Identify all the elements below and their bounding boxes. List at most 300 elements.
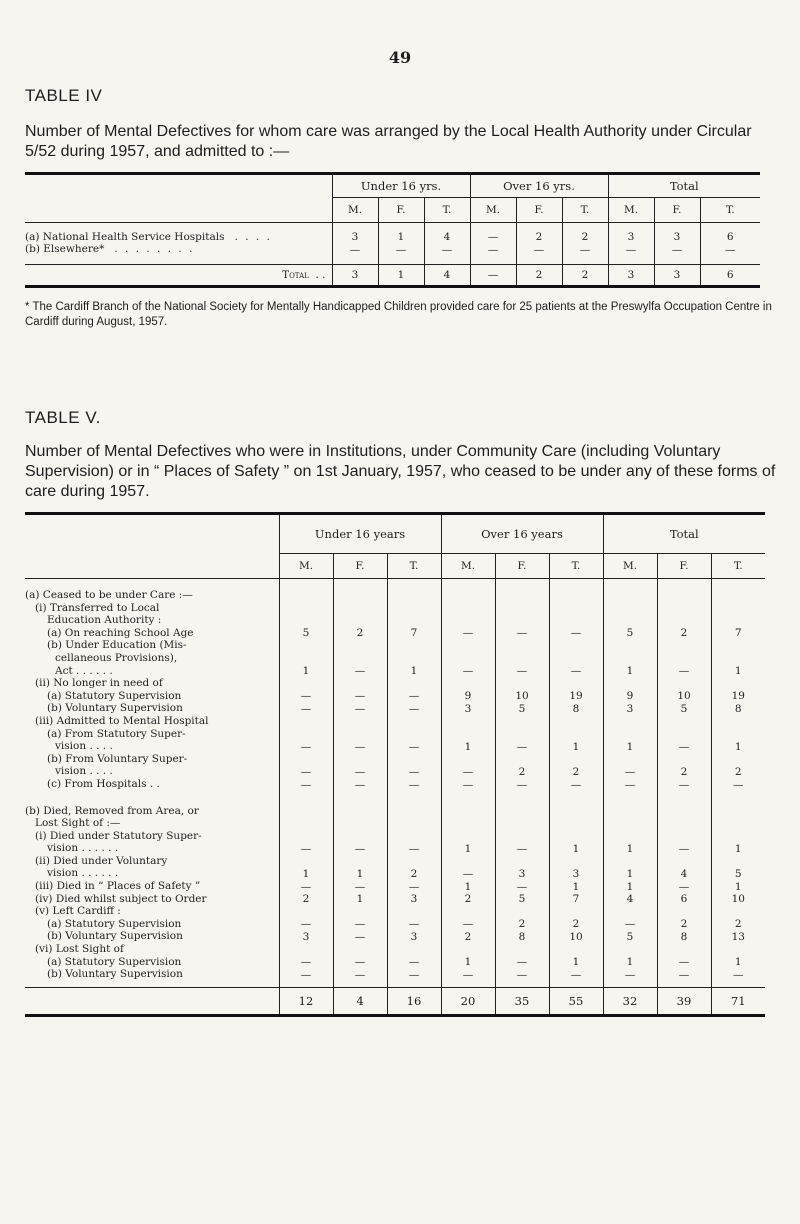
table-iv-description: Number of Mental Defectives for whom care was arranged by the Local Health Authority under Circular 5/52 during 1957, and admitted to :— bbox=[25, 123, 752, 160]
table-cell: — bbox=[279, 842, 333, 855]
table-cell: — bbox=[387, 956, 441, 969]
table-cell: 19 bbox=[711, 690, 765, 703]
table-cell bbox=[711, 639, 765, 652]
table-cell: 13 bbox=[711, 930, 765, 943]
row-label bbox=[25, 223, 332, 244]
table-row bbox=[25, 652, 765, 665]
table-cell: — bbox=[333, 665, 387, 678]
table-cell: 3 bbox=[441, 702, 495, 715]
table-row bbox=[25, 817, 765, 830]
total-cell: 35 bbox=[495, 987, 549, 1015]
row-label: (iii) Died in “ Places of Safety ” bbox=[35, 880, 201, 893]
table-cell bbox=[441, 639, 495, 652]
table-cell: 2 bbox=[657, 765, 711, 778]
table-cell bbox=[441, 855, 495, 868]
row-label: (a) From Statutory Super- bbox=[47, 727, 186, 740]
table-cell bbox=[441, 791, 495, 805]
row-label bbox=[25, 243, 332, 256]
table-cell: — bbox=[441, 627, 495, 640]
table-cell bbox=[603, 579, 657, 602]
table-cell: 2 bbox=[387, 867, 441, 880]
table-cell bbox=[441, 753, 495, 766]
table-cell: 1 bbox=[603, 880, 657, 893]
table-cell: 2 bbox=[657, 627, 711, 640]
column-header: F. bbox=[654, 198, 700, 223]
table-cell bbox=[279, 602, 333, 615]
total-cell: 3 bbox=[654, 265, 700, 287]
group-header: Total bbox=[603, 514, 765, 554]
row-label: (iv) Died whilst subject to Order bbox=[35, 892, 207, 905]
table-cell bbox=[711, 614, 765, 627]
row-label bbox=[25, 791, 279, 805]
column-header: M. bbox=[603, 554, 657, 579]
table-cell: — bbox=[333, 930, 387, 943]
table-cell: — bbox=[424, 243, 470, 256]
row-label: (a) Statutory Supervision bbox=[47, 955, 182, 968]
table-cell bbox=[549, 830, 603, 843]
table-cell bbox=[657, 943, 711, 956]
table-cell bbox=[279, 943, 333, 956]
table-cell: 1 bbox=[378, 223, 424, 244]
table-row bbox=[25, 690, 765, 703]
table-cell: — bbox=[603, 918, 657, 931]
table-cell: 1 bbox=[333, 867, 387, 880]
table-cell bbox=[333, 855, 387, 868]
table-cell bbox=[657, 639, 711, 652]
table-row bbox=[25, 765, 765, 778]
total-cell: — bbox=[470, 265, 516, 287]
table-cell bbox=[657, 805, 711, 818]
table-cell bbox=[549, 728, 603, 741]
column-header: F. bbox=[516, 198, 562, 223]
table-cell bbox=[495, 791, 549, 805]
table-cell bbox=[387, 639, 441, 652]
table-cell bbox=[657, 753, 711, 766]
row-label-text: (b) Elsewhere* bbox=[25, 243, 105, 255]
table-cell: 5 bbox=[711, 867, 765, 880]
table-cell: 9 bbox=[603, 690, 657, 703]
row-label: (b) Died, Removed from Area, or bbox=[25, 804, 199, 817]
table-cell bbox=[279, 579, 333, 602]
table-row bbox=[25, 968, 765, 981]
table-cell bbox=[603, 830, 657, 843]
table-cell bbox=[441, 817, 495, 830]
table-cell: 2 bbox=[562, 223, 608, 244]
table-cell: — bbox=[711, 778, 765, 791]
table-cell: 1 bbox=[549, 842, 603, 855]
column-header: F. bbox=[378, 198, 424, 223]
table-cell bbox=[387, 943, 441, 956]
table-cell: 1 bbox=[279, 665, 333, 678]
group-header: Total bbox=[608, 174, 760, 198]
table-cell: — bbox=[279, 690, 333, 703]
table-cell bbox=[387, 677, 441, 690]
table-cell: — bbox=[470, 223, 516, 244]
table-cell: — bbox=[387, 918, 441, 931]
row-label: Lost Sight of :— bbox=[35, 817, 121, 830]
table-cell bbox=[495, 579, 549, 602]
table-cell: — bbox=[495, 778, 549, 791]
table-row bbox=[25, 702, 765, 715]
table-cell bbox=[387, 905, 441, 918]
table-row bbox=[25, 740, 765, 753]
table-cell: — bbox=[387, 690, 441, 703]
table-cell: 4 bbox=[657, 867, 711, 880]
table-cell: — bbox=[333, 740, 387, 753]
table-cell: — bbox=[549, 778, 603, 791]
table-cell bbox=[657, 652, 711, 665]
table-cell bbox=[441, 677, 495, 690]
row-label: vision . . . . . . bbox=[47, 842, 119, 855]
row-label: (b) Voluntary Supervision bbox=[47, 930, 183, 943]
table-cell bbox=[657, 830, 711, 843]
table-cell: 3 bbox=[495, 867, 549, 880]
table-cell bbox=[549, 639, 603, 652]
table-v bbox=[25, 512, 765, 1017]
table-cell bbox=[441, 614, 495, 627]
table-cell: 19 bbox=[549, 690, 603, 703]
table-cell: — bbox=[333, 702, 387, 715]
table-cell bbox=[603, 652, 657, 665]
table-cell bbox=[441, 905, 495, 918]
table-cell bbox=[495, 715, 549, 728]
table-cell bbox=[333, 602, 387, 615]
table-iv-group-header bbox=[25, 174, 760, 198]
table-cell bbox=[657, 791, 711, 805]
total-cell: 6 bbox=[700, 265, 760, 287]
table-cell: — bbox=[333, 956, 387, 969]
row-label-text: (a) National Health Service Hospitals bbox=[25, 231, 225, 243]
table-cell: — bbox=[441, 968, 495, 981]
column-header: F. bbox=[657, 554, 711, 579]
table-row bbox=[25, 639, 765, 652]
table-row bbox=[25, 893, 765, 906]
table-cell: — bbox=[657, 740, 711, 753]
table-iv-footnote: * The Cardiff Branch of the National Society for Mentally Handicapped Children provided care for 25 patients at the Preswylfa Occupation Centre in Cardiff during August, 1957. bbox=[25, 301, 772, 328]
leader-dots: . . . . . . . . bbox=[114, 243, 195, 255]
table-row bbox=[25, 223, 760, 244]
table-cell: — bbox=[279, 765, 333, 778]
table-cell: 10 bbox=[657, 690, 711, 703]
table-cell: 2 bbox=[495, 765, 549, 778]
table-cell bbox=[657, 817, 711, 830]
table-v-description: Number of Mental Defectives who were in Institutions, under Community Care (including Voluntary Supervision) or in “ Places of Safety ” on 1st January, 1957, who ceased to be under any of these forms of care during 1957. bbox=[25, 443, 776, 500]
table-cell bbox=[387, 855, 441, 868]
column-header: T. bbox=[562, 198, 608, 223]
row-label: (a) Ceased to be under Care :— bbox=[25, 589, 193, 601]
table-cell bbox=[495, 817, 549, 830]
table-cell: 2 bbox=[441, 893, 495, 906]
table-row bbox=[25, 728, 765, 741]
table-cell: — bbox=[495, 740, 549, 753]
table-cell bbox=[333, 805, 387, 818]
table-cell bbox=[279, 805, 333, 818]
table-cell bbox=[495, 728, 549, 741]
table-cell bbox=[711, 715, 765, 728]
table-row bbox=[25, 579, 765, 602]
table-cell bbox=[495, 602, 549, 615]
table-cell bbox=[279, 677, 333, 690]
table-cell bbox=[549, 614, 603, 627]
table-cell bbox=[495, 639, 549, 652]
table-cell: — bbox=[387, 702, 441, 715]
table-cell bbox=[711, 652, 765, 665]
table-cell bbox=[711, 805, 765, 818]
table-cell bbox=[387, 753, 441, 766]
table-iv-subheader bbox=[25, 198, 760, 223]
total-cell: 71 bbox=[711, 987, 765, 1015]
table-cell bbox=[279, 791, 333, 805]
table-cell bbox=[441, 579, 495, 602]
table-row bbox=[25, 753, 765, 766]
table-cell: — bbox=[495, 665, 549, 678]
table-row bbox=[25, 905, 765, 918]
table-cell: 8 bbox=[495, 930, 549, 943]
row-label: (vi) Lost Sight of bbox=[35, 943, 124, 956]
table-row bbox=[25, 805, 765, 818]
total-cell: 16 bbox=[387, 987, 441, 1015]
table-cell bbox=[387, 817, 441, 830]
row-label: (ii) No longer in need of bbox=[35, 677, 163, 690]
row-label: Education Authority : bbox=[47, 614, 162, 627]
table-cell: 2 bbox=[333, 627, 387, 640]
table-cell bbox=[549, 791, 603, 805]
column-header: M. bbox=[470, 198, 516, 223]
table-cell bbox=[711, 677, 765, 690]
table-cell: 5 bbox=[657, 702, 711, 715]
table-cell: — bbox=[333, 842, 387, 855]
table-cell bbox=[441, 943, 495, 956]
total-cell: 55 bbox=[549, 987, 603, 1015]
table-cell bbox=[549, 943, 603, 956]
table-cell: 3 bbox=[603, 702, 657, 715]
table-row bbox=[25, 614, 765, 627]
table-cell: 2 bbox=[495, 918, 549, 931]
table-cell: — bbox=[441, 665, 495, 678]
table-cell: — bbox=[333, 918, 387, 931]
table-cell bbox=[279, 753, 333, 766]
table-cell: 10 bbox=[711, 893, 765, 906]
table-cell bbox=[495, 905, 549, 918]
column-header: T. bbox=[700, 198, 760, 223]
total-cell: 1 bbox=[378, 265, 424, 287]
group-header: Under 16 yrs. bbox=[332, 174, 470, 198]
table-cell: 3 bbox=[654, 223, 700, 244]
table-cell bbox=[603, 728, 657, 741]
table-cell: 4 bbox=[424, 223, 470, 244]
table-cell bbox=[603, 905, 657, 918]
table-v-total-row bbox=[25, 987, 765, 1015]
table-cell: 1 bbox=[711, 842, 765, 855]
total-cell: 20 bbox=[441, 987, 495, 1015]
table-row bbox=[25, 842, 765, 855]
table-cell: 5 bbox=[603, 930, 657, 943]
table-cell: — bbox=[711, 968, 765, 981]
table-row bbox=[25, 943, 765, 956]
row-label: (b) From Voluntary Super- bbox=[47, 752, 188, 765]
table-cell bbox=[603, 753, 657, 766]
table-cell bbox=[549, 855, 603, 868]
row-label: (ii) Died under Voluntary bbox=[35, 854, 168, 867]
table-cell bbox=[549, 579, 603, 602]
table-cell: 8 bbox=[657, 930, 711, 943]
total-cell: 2 bbox=[516, 265, 562, 287]
table-iv-title: TABLE IV bbox=[25, 86, 103, 105]
table-row bbox=[25, 665, 765, 678]
table-cell: — bbox=[657, 842, 711, 855]
table-cell bbox=[603, 639, 657, 652]
table-cell: — bbox=[333, 778, 387, 791]
table-cell bbox=[333, 753, 387, 766]
table-cell bbox=[549, 805, 603, 818]
table-cell: — bbox=[333, 765, 387, 778]
table-cell: — bbox=[495, 627, 549, 640]
table-cell bbox=[387, 579, 441, 602]
table-cell bbox=[441, 805, 495, 818]
table-cell: — bbox=[654, 243, 700, 256]
table-row bbox=[25, 243, 760, 256]
table-cell: 1 bbox=[603, 842, 657, 855]
row-label: (i) Transferred to Local bbox=[35, 601, 160, 614]
table-cell: — bbox=[700, 243, 760, 256]
table-cell: 5 bbox=[603, 627, 657, 640]
table-cell: — bbox=[387, 778, 441, 791]
total-cell: 4 bbox=[333, 987, 387, 1015]
table-row bbox=[25, 830, 765, 843]
table-cell: 8 bbox=[711, 702, 765, 715]
table-cell: 1 bbox=[279, 867, 333, 880]
table-cell bbox=[279, 652, 333, 665]
column-header: T. bbox=[711, 554, 765, 579]
table-cell: 1 bbox=[549, 956, 603, 969]
table-row bbox=[25, 956, 765, 969]
table-cell bbox=[387, 830, 441, 843]
table-cell: 2 bbox=[279, 893, 333, 906]
table-row bbox=[25, 715, 765, 728]
table-cell: 1 bbox=[711, 880, 765, 893]
table-cell bbox=[711, 791, 765, 805]
column-header: M. bbox=[332, 198, 378, 223]
row-label: vision . . . . . . bbox=[47, 867, 119, 880]
table-cell: 1 bbox=[549, 880, 603, 893]
table-cell bbox=[711, 728, 765, 741]
table-cell: 1 bbox=[603, 867, 657, 880]
table-cell: — bbox=[495, 842, 549, 855]
table-cell bbox=[495, 614, 549, 627]
table-cell: 10 bbox=[495, 690, 549, 703]
table-cell: 2 bbox=[441, 930, 495, 943]
table-cell: 1 bbox=[711, 665, 765, 678]
table-cell: — bbox=[657, 880, 711, 893]
table-cell bbox=[657, 728, 711, 741]
table-cell: — bbox=[279, 968, 333, 981]
table-cell bbox=[603, 817, 657, 830]
table-cell: 1 bbox=[711, 740, 765, 753]
table-cell bbox=[441, 830, 495, 843]
table-cell: 2 bbox=[657, 918, 711, 931]
row-label: cellaneous Provisions), bbox=[55, 651, 178, 664]
table-cell bbox=[603, 677, 657, 690]
table-cell: 3 bbox=[549, 867, 603, 880]
table-cell bbox=[657, 602, 711, 615]
table-cell bbox=[279, 830, 333, 843]
table-cell bbox=[387, 602, 441, 615]
table-cell: 2 bbox=[549, 918, 603, 931]
table-cell bbox=[333, 943, 387, 956]
table-cell: — bbox=[279, 702, 333, 715]
table-cell bbox=[711, 817, 765, 830]
row-label: (v) Left Cardiff : bbox=[35, 905, 121, 918]
table-cell: — bbox=[387, 765, 441, 778]
table-row bbox=[25, 677, 765, 690]
table-cell bbox=[657, 905, 711, 918]
column-header: F. bbox=[495, 554, 549, 579]
table-cell: — bbox=[495, 956, 549, 969]
table-cell bbox=[495, 855, 549, 868]
table-v-subheader bbox=[25, 554, 765, 579]
table-iv bbox=[25, 172, 760, 288]
row-label: vision . . . . bbox=[55, 740, 113, 753]
table-cell: — bbox=[387, 740, 441, 753]
table-cell: 1 bbox=[441, 956, 495, 969]
table-cell: 3 bbox=[332, 223, 378, 244]
table-cell: 6 bbox=[657, 893, 711, 906]
table-cell: 1 bbox=[387, 665, 441, 678]
table-cell bbox=[603, 791, 657, 805]
table-cell bbox=[279, 728, 333, 741]
table-cell bbox=[495, 830, 549, 843]
table-cell: — bbox=[332, 243, 378, 256]
table-cell bbox=[495, 677, 549, 690]
table-cell bbox=[657, 855, 711, 868]
table-cell bbox=[657, 715, 711, 728]
row-label: vision . . . . bbox=[55, 765, 113, 778]
row-label: (b) Voluntary Supervision bbox=[47, 968, 183, 981]
total-cell: 39 bbox=[657, 987, 711, 1015]
table-cell bbox=[549, 753, 603, 766]
table-cell bbox=[549, 715, 603, 728]
group-header: Over 16 years bbox=[441, 514, 603, 554]
table-cell: 7 bbox=[549, 893, 603, 906]
leader-dots: . . bbox=[315, 269, 326, 281]
table-cell bbox=[495, 805, 549, 818]
table-cell bbox=[549, 652, 603, 665]
table-cell bbox=[711, 943, 765, 956]
total-cell: 4 bbox=[424, 265, 470, 287]
table-cell bbox=[549, 817, 603, 830]
table-cell bbox=[387, 614, 441, 627]
table-cell: 1 bbox=[441, 740, 495, 753]
table-cell bbox=[495, 652, 549, 665]
table-cell: 3 bbox=[387, 930, 441, 943]
table-cell: 4 bbox=[603, 893, 657, 906]
table-cell: — bbox=[387, 880, 441, 893]
table-row bbox=[25, 880, 765, 893]
row-label: (i) Died under Statutory Super- bbox=[35, 829, 202, 842]
table-cell: — bbox=[657, 956, 711, 969]
table-cell: 1 bbox=[333, 893, 387, 906]
table-cell: — bbox=[603, 968, 657, 981]
table-cell: — bbox=[470, 243, 516, 256]
table-cell bbox=[333, 791, 387, 805]
total-cell: 3 bbox=[608, 265, 654, 287]
table-cell bbox=[441, 728, 495, 741]
table-cell bbox=[387, 728, 441, 741]
total-cell: 32 bbox=[603, 987, 657, 1015]
table-cell bbox=[333, 579, 387, 602]
table-cell: — bbox=[495, 968, 549, 981]
table-cell bbox=[279, 855, 333, 868]
